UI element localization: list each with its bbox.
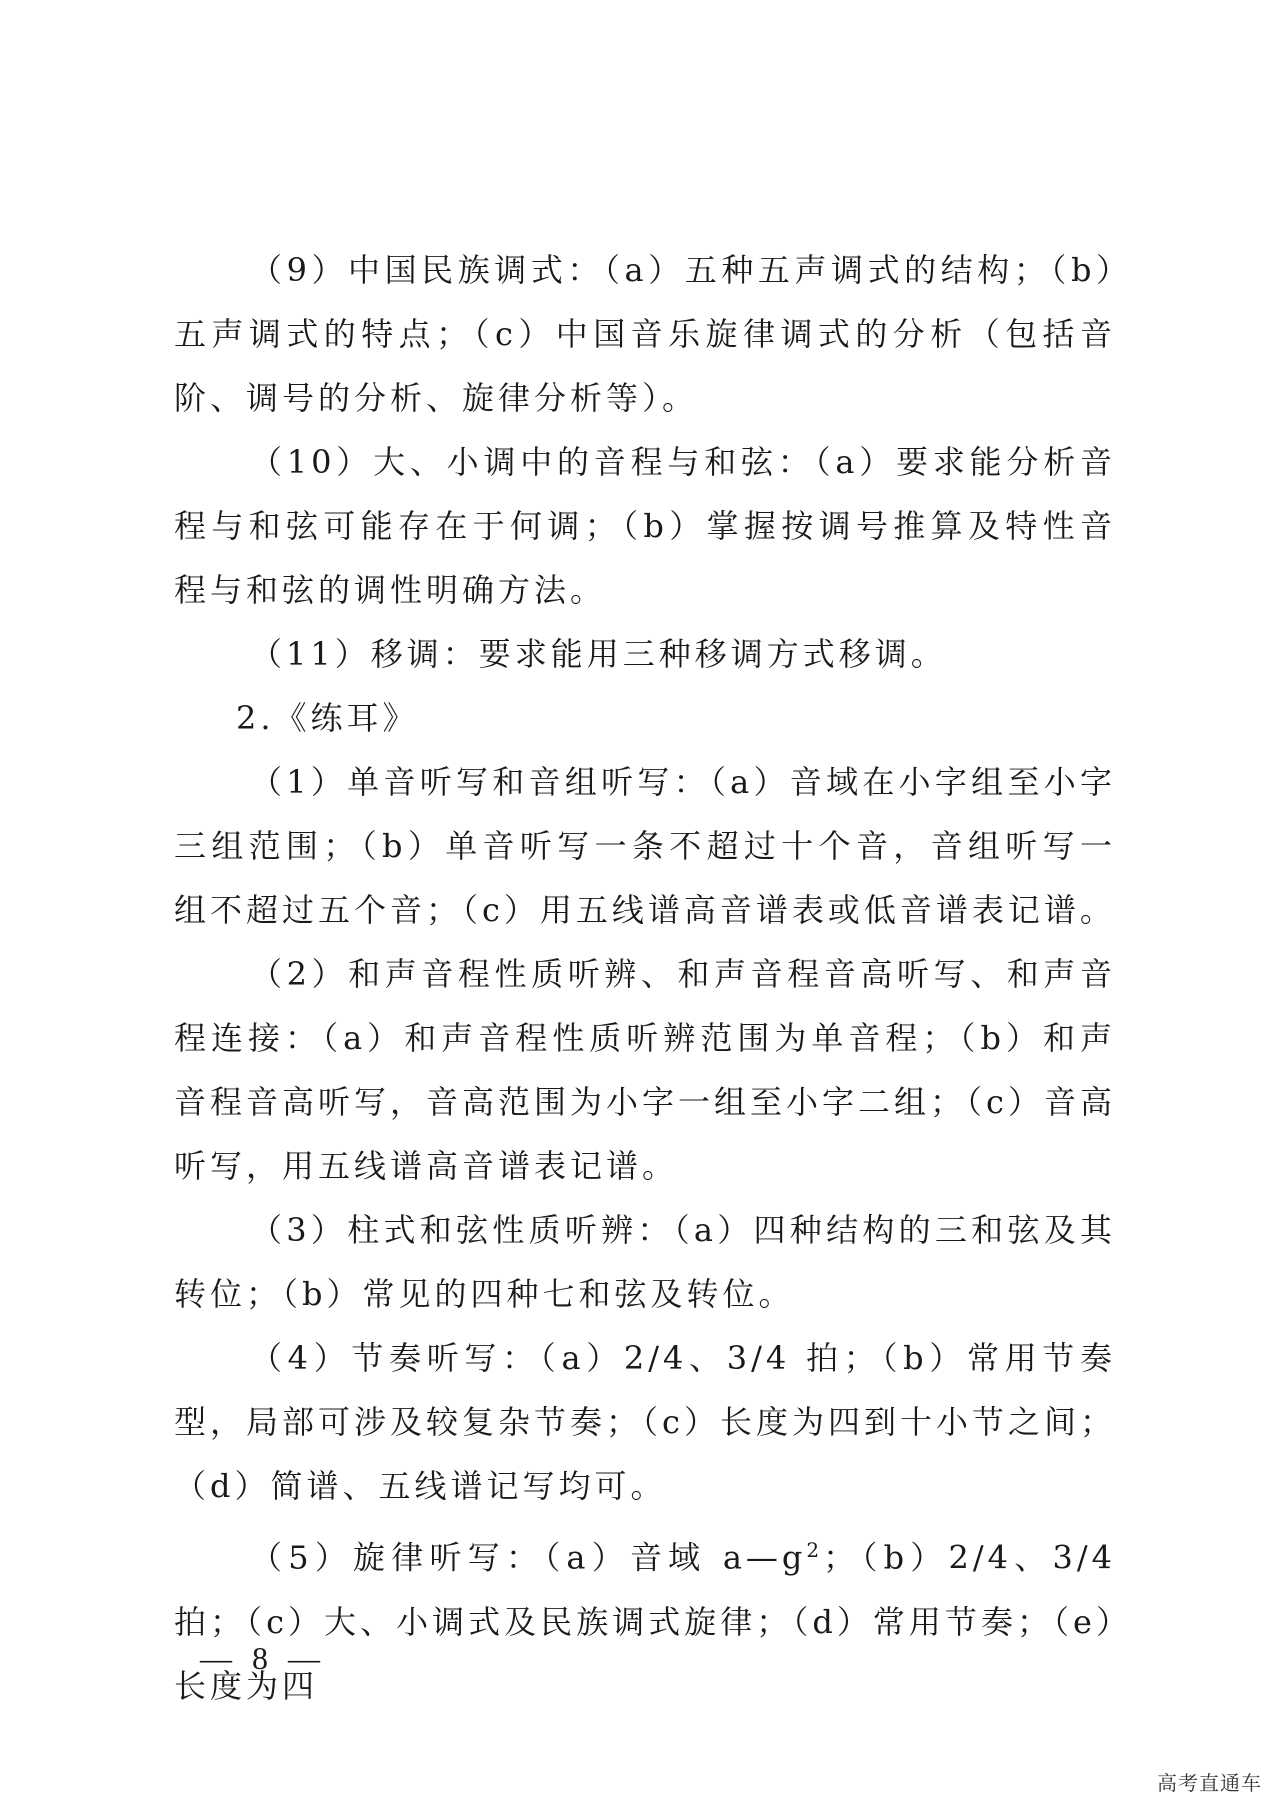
ear-training-item-2: （2）和声音程性质听辨、和声音程音高听写、和声音程连接：（a）和声音程性质听辨范围为单音程；（b）和声音程音高听写，音高范围为小字一组至小字二组；（c）音高听写，用五线谱高音谱表记谱。 <box>174 955 1116 1185</box>
watermark-text: 高考直通车 <box>1157 1771 1262 1795</box>
ear-training-item-4: （4）节奏听写：（a）2/4、3/4 拍；（b）常用节奏型，局部可涉及较复杂节奏；（c）长度为四到十小节之间；（d）简谱、五线谱记写均可。 <box>174 1339 1116 1505</box>
paragraph-10: （10）大、小调中的音程与和弦：（a）要求能分析音程与和弦可能存在于何调；（b）掌握按调号推算及特性音程与和弦的调性明确方法。 <box>174 443 1116 609</box>
section-heading-ear-training: 2.《练耳》 <box>236 699 419 737</box>
paragraph-11: （11）移调：要求能用三种移调方式移调。 <box>250 635 947 673</box>
item-5-text-start: （5）旋律听写：（a）音域 a—g <box>250 1538 807 1577</box>
ear-training-item-1: （1）单音听写和音组听写：（a）音域在小字组至小字三组范围；（b）单音听写一条不超过十个音，音组听写一组不超过五个音；（c）用五线谱高音谱表或低音谱表记谱。 <box>174 763 1116 929</box>
item-5-text-end: ；（b）2/4、3/4 拍；（c）大、小调式及民族调式旋律；（d）常用节奏；（e）长度为四 <box>174 1538 1116 1705</box>
paragraph-9: （9）中国民族调式：（a）五种五声调式的结构；（b）五声调式的特点；（c）中国音乐旋律调式的分析（包括音阶、调号的分析、旋律分析等）。 <box>174 251 1116 417</box>
ear-training-item-3: （3）柱式和弦性质听辨：（a）四种结构的三和弦及其转位；（b）常见的四种七和弦及转位。 <box>174 1211 1116 1313</box>
ear-training-item-5 <box>174 1518 1116 1718</box>
item-5-superscript: 2 <box>806 1538 824 1562</box>
document-body <box>174 238 1116 1718</box>
page-number: — 8 — <box>200 1640 326 1676</box>
